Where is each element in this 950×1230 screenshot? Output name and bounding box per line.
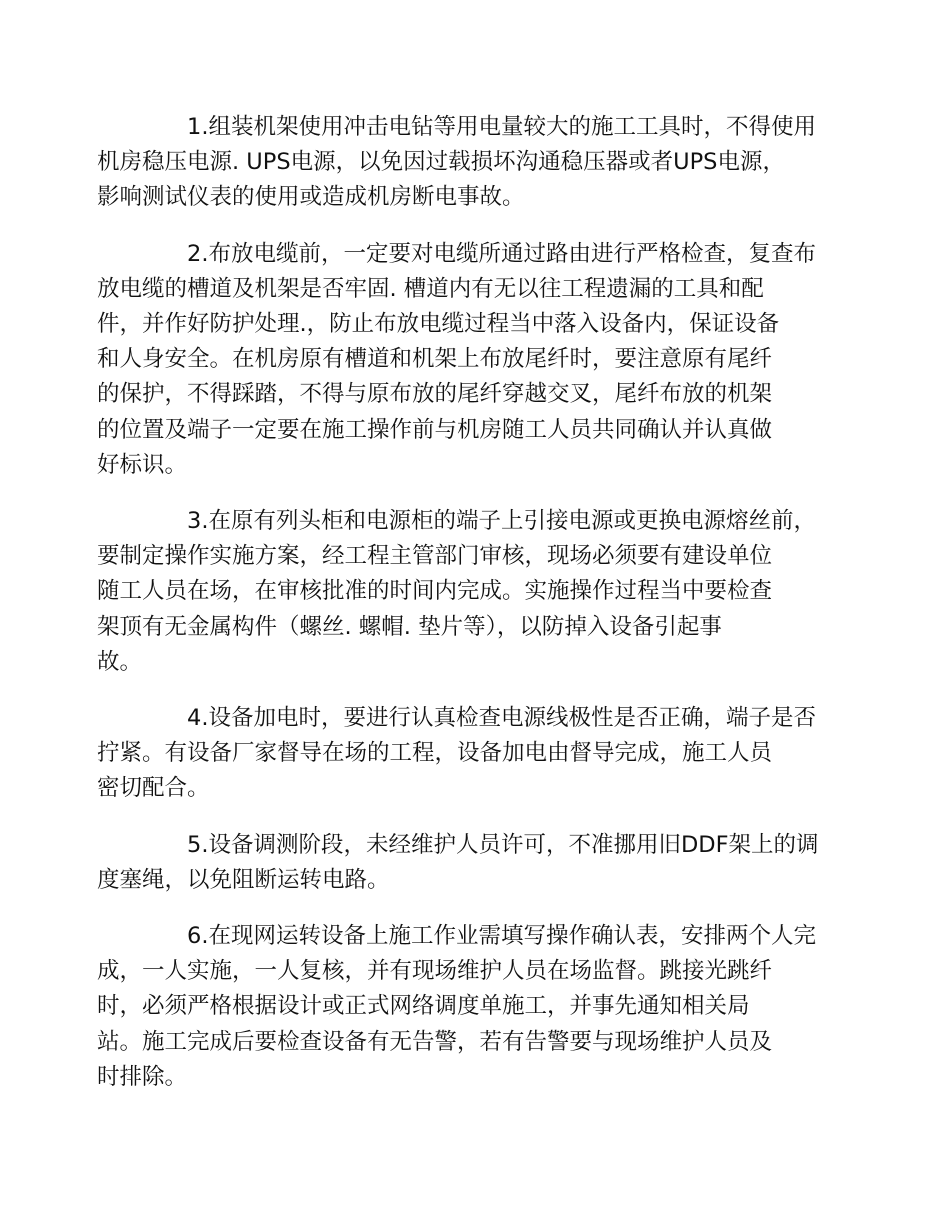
paragraph-line: 6.在现网运转设备上施工作业需填写操作确认表，安排两个人完 (187, 923, 816, 950)
paragraph-line: 放电缆的槽道及机架是否牢固. 槽道内有无以往工程遗漏的工具和配 (97, 275, 764, 302)
paragraph-line: 站。施工完成后要检查设备有无告警，若有告警要与现场维护人员及 (97, 1028, 773, 1055)
paragraph-6 (97, 919, 816, 1095)
paragraph-line: 成，一人实施，一人复核，并有现场维护人员在场监督。跳接光跳纤 (97, 958, 773, 985)
paragraph-line: 时，必须严格根据设计或正式网络调度单施工，并事先通知相关局 (97, 993, 750, 1020)
paragraph-line: 件，并作好防护处理.，防止布放电缆过程当中落入设备内，保证设备 (97, 311, 780, 338)
paragraph-line: 影响测试仪表的使用或造成机房断电事故。 (97, 184, 525, 211)
paragraph-1 (97, 110, 816, 216)
paragraph-line: 的位置及端子一定要在施工操作前与机房随工人员共同确认并认真做 (97, 416, 773, 443)
paragraph-line: 5.设备调测阶段，未经维护人员许可，不准挪用旧DDF架上的调 (187, 831, 819, 858)
paragraph-4 (97, 701, 816, 807)
paragraph-2 (97, 237, 816, 483)
document-body (97, 110, 819, 1116)
paragraph-line: 4.设备加电时，要进行认真检查电源线极性是否正确，端子是否 (187, 705, 816, 732)
paragraph-line: 2.布放电缆前，一定要对电缆所通过路由进行严格检查，复查布 (187, 240, 816, 267)
paragraph-line: 密切配合。 (97, 775, 210, 802)
paragraph-3 (97, 504, 816, 680)
paragraph-line: 1.组装机架使用冲击电钻等用电量较大的施工工具时，不得使用 (187, 114, 816, 140)
paragraph-line: 要制定操作实施方案，经工程主管部门审核，现场必须要有建设单位 (97, 543, 773, 570)
paragraph-line: 架顶有无金属构件（螺丝. 螺帽. 垫片等），以防掉入设备引起事 (97, 613, 722, 640)
paragraph-line: 故。 (97, 648, 143, 675)
paragraph-line: 好标识。 (97, 451, 188, 478)
paragraph-line: 拧紧。有设备厂家督导在场的工程，设备加电由督导完成，施工人员 (97, 740, 773, 767)
paragraph-line: 3.在原有列头柜和电源柜的端子上引接电源或更换电源熔丝前， (187, 508, 816, 535)
paragraph-5 (97, 828, 819, 898)
paragraph-line: 随工人员在场，在审核批准的时间内完成。实施操作过程当中要检查 (97, 578, 773, 605)
paragraph-line: 和人身安全。在机房原有槽道和机架上布放尾纤时，要注意原有尾纤 (97, 346, 773, 373)
paragraph-line: 机房稳压电源. UPS电源，以免因过载损坏沟通稳压器或者UPS电源， (97, 149, 785, 176)
paragraph-line: 时排除。 (97, 1063, 188, 1090)
paragraph-line: 的保护，不得踩踏，不得与原布放的尾纤穿越交叉，尾纤布放的机架 (97, 381, 773, 408)
paragraph-line: 度塞绳，以免阻断运转电路。 (97, 866, 390, 893)
